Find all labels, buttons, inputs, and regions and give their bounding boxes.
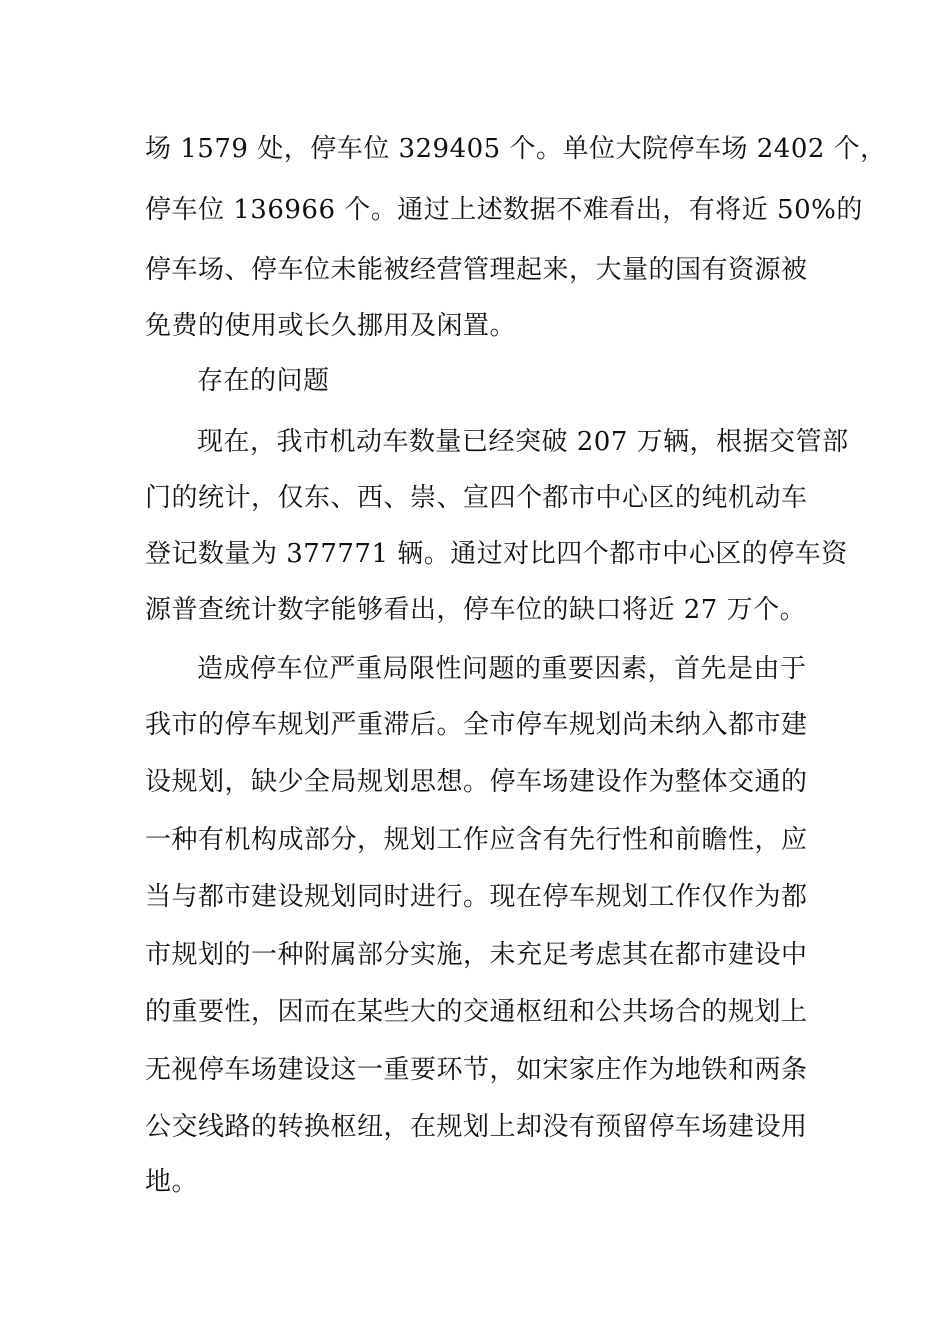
body-text-line: 设规划，缺少全局规划思想。停车场建设作为整体交通的 (145, 767, 808, 797)
body-text-line: 免费的使用或长久挪用及闲置。 (145, 311, 517, 341)
body-text-line: 停车位 136966 个。通过上述数据不难看出，有将近 50%的 (145, 195, 863, 225)
body-text-line: 公交线路的转换枢纽，在规划上却没有预留停车场建设用 (145, 1112, 808, 1142)
body-text-line: 停车场、停车位未能被经营管理起来，大量的国有资源被 (145, 255, 808, 285)
section-heading: 存在的问题 (197, 366, 330, 396)
body-text-line: 门的统计，仅东、西、崇、宣四个都市中心区的纯机动车 (145, 483, 808, 513)
body-text-line: 我市的停车规划严重滞后。全市停车规划尚未纳入都市建 (145, 710, 808, 740)
body-text-line: 一种有机构成部分，规划工作应含有先行性和前瞻性，应 (145, 825, 808, 855)
body-text-line: 现在，我市机动车数量已经突破 207 万辆，根据交管部 (197, 427, 849, 457)
body-text-line: 地。 (145, 1167, 199, 1197)
body-text-line: 市规划的一种附属部分实施，未充足考虑其在都市建设中 (145, 940, 808, 970)
body-text-line: 无视停车场建设这一重要环节，如宋家庄作为地铁和两条 (145, 1055, 808, 1085)
body-text-line: 当与都市建设规划同时进行。现在停车规划工作仅作为都 (145, 882, 808, 912)
body-text-line: 源普查统计数字能够看出，停车位的缺口将近 27 万个。 (145, 595, 807, 625)
body-text-line: 造成停车位严重局限性问题的重要因素，首先是由于 (197, 654, 807, 684)
body-text-line: 的重要性，因而在某些大的交通枢纽和公共场合的规划上 (145, 997, 808, 1027)
body-text-line: 场 1579 处，停车位 329405 个。单位大院停车场 2402 个， (145, 134, 887, 164)
body-text-line: 登记数量为 377771 辆。通过对比四个都市中心区的停车资 (145, 539, 848, 569)
